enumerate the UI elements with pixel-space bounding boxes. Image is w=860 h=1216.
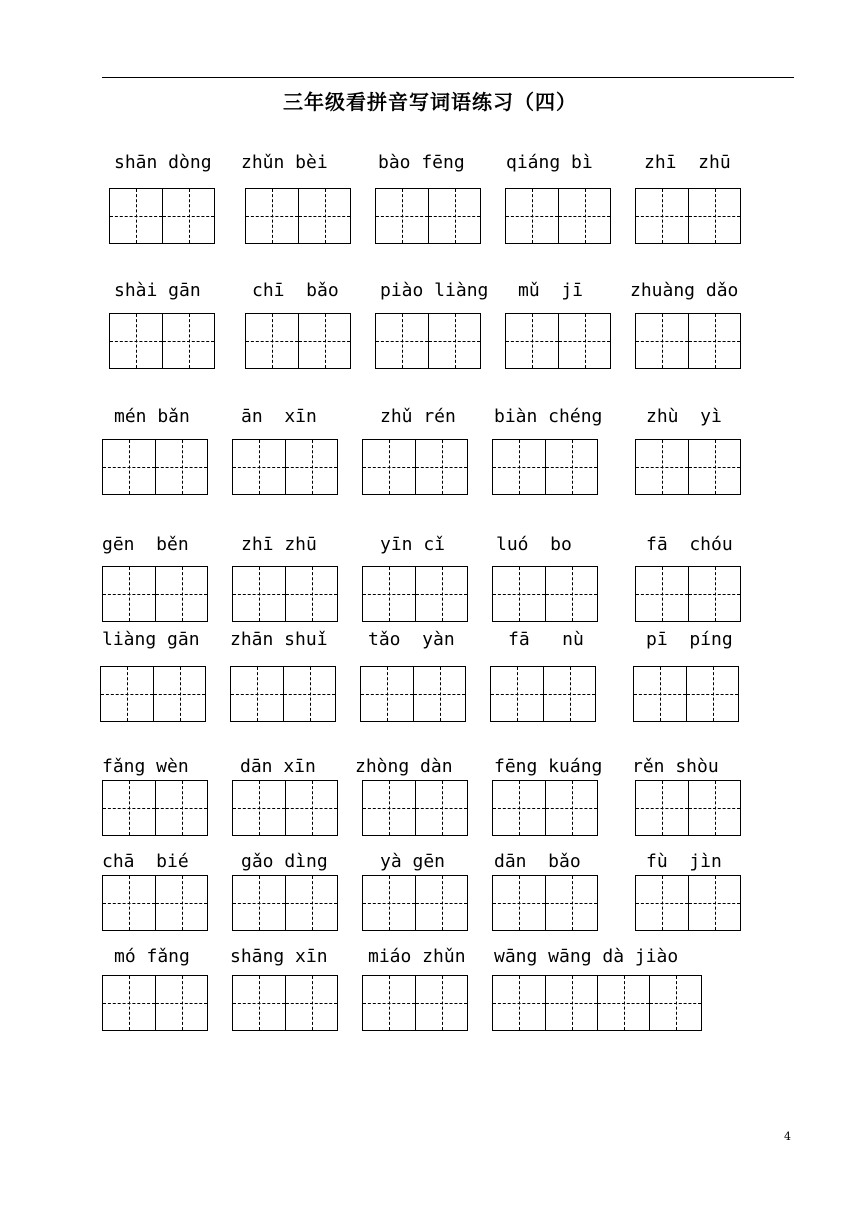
- pinyin-label: mó fǎng: [114, 946, 190, 967]
- tianzige-writing-grid[interactable]: [635, 875, 741, 931]
- character-box[interactable]: [597, 976, 649, 1030]
- character-box[interactable]: [493, 781, 545, 835]
- pinyin-label: shài gān: [114, 280, 201, 301]
- tianzige-writing-grid[interactable]: [230, 666, 336, 722]
- character-box[interactable]: [231, 667, 283, 721]
- character-box[interactable]: [233, 567, 285, 621]
- tianzige-writing-grid[interactable]: [109, 188, 215, 244]
- character-box[interactable]: [285, 781, 337, 835]
- character-box[interactable]: [493, 567, 545, 621]
- character-box[interactable]: [428, 314, 480, 368]
- character-box[interactable]: [688, 567, 740, 621]
- tianzige-writing-grid[interactable]: [635, 439, 741, 495]
- tianzige-writing-grid[interactable]: [362, 566, 468, 622]
- pinyin-label: zhuàng dǎo: [630, 280, 739, 301]
- character-box[interactable]: [493, 876, 545, 930]
- pinyin-label: zhù yì: [646, 406, 722, 427]
- tianzige-writing-grid[interactable]: [102, 566, 208, 622]
- tianzige-writing-grid[interactable]: [375, 313, 481, 369]
- character-box[interactable]: [363, 567, 415, 621]
- pinyin-label: fù jìn: [646, 851, 722, 872]
- pinyin-label: fā nù: [508, 629, 584, 650]
- pinyin-label: dān xīn: [240, 756, 316, 777]
- pinyin-label: ān xīn: [241, 406, 317, 427]
- character-box[interactable]: [545, 781, 597, 835]
- character-box[interactable]: [543, 667, 595, 721]
- character-box[interactable]: [636, 876, 688, 930]
- character-box[interactable]: [634, 667, 686, 721]
- pinyin-label: chā bié: [102, 851, 189, 872]
- pinyin-label: bào fēng: [378, 152, 465, 173]
- character-box[interactable]: [285, 976, 337, 1030]
- character-box[interactable]: [545, 976, 597, 1030]
- pinyin-label: fā chóu: [646, 534, 733, 555]
- tianzige-writing-grid[interactable]: [232, 566, 338, 622]
- character-box[interactable]: [493, 976, 545, 1030]
- character-box[interactable]: [246, 189, 298, 243]
- character-box[interactable]: [649, 976, 701, 1030]
- top-rule: [102, 77, 794, 78]
- character-box[interactable]: [415, 976, 467, 1030]
- tianzige-writing-grid[interactable]: [362, 975, 468, 1031]
- pinyin-label: mǔ jī: [518, 280, 584, 301]
- pinyin-label: dān bǎo: [494, 851, 581, 872]
- character-box[interactable]: [688, 876, 740, 930]
- pinyin-label: miáo zhǔn: [368, 946, 466, 967]
- tianzige-writing-grid[interactable]: [492, 566, 598, 622]
- character-box[interactable]: [101, 667, 153, 721]
- pinyin-label: qiáng bì: [506, 152, 593, 173]
- tianzige-writing-grid[interactable]: [245, 188, 351, 244]
- tianzige-writing-grid[interactable]: [109, 313, 215, 369]
- pinyin-label: piào liàng: [380, 280, 489, 301]
- tianzige-writing-grid[interactable]: [102, 780, 208, 836]
- character-box[interactable]: [363, 781, 415, 835]
- tianzige-writing-grid[interactable]: [375, 188, 481, 244]
- character-box[interactable]: [636, 781, 688, 835]
- tianzige-writing-grid[interactable]: [100, 666, 206, 722]
- character-box[interactable]: [298, 314, 350, 368]
- character-box[interactable]: [558, 314, 610, 368]
- character-box[interactable]: [363, 440, 415, 494]
- character-box[interactable]: [285, 440, 337, 494]
- pinyin-label: zhòng dàn: [355, 756, 453, 777]
- character-box[interactable]: [415, 876, 467, 930]
- character-box[interactable]: [545, 567, 597, 621]
- character-box[interactable]: [285, 567, 337, 621]
- character-box[interactable]: [415, 440, 467, 494]
- pinyin-label: zhǔ rén: [380, 406, 456, 427]
- character-box[interactable]: [155, 781, 207, 835]
- character-box[interactable]: [493, 440, 545, 494]
- tianzige-writing-grid[interactable]: [635, 780, 741, 836]
- pinyin-label: pī píng: [646, 629, 733, 650]
- character-box[interactable]: [415, 567, 467, 621]
- tianzige-writing-grid[interactable]: [102, 975, 208, 1031]
- tianzige-writing-grid[interactable]: [492, 975, 702, 1031]
- page-number: 4: [784, 1130, 791, 1143]
- tianzige-writing-grid[interactable]: [102, 439, 208, 495]
- character-box[interactable]: [110, 314, 162, 368]
- character-box[interactable]: [558, 189, 610, 243]
- pinyin-label: gēn běn: [102, 534, 189, 555]
- character-box[interactable]: [155, 567, 207, 621]
- pinyin-label: gǎo dìng: [241, 851, 328, 872]
- character-box[interactable]: [298, 189, 350, 243]
- tianzige-writing-grid[interactable]: [635, 566, 741, 622]
- character-box[interactable]: [415, 781, 467, 835]
- tianzige-writing-grid[interactable]: [232, 439, 338, 495]
- pinyin-label: chī bǎo: [252, 280, 339, 301]
- character-box[interactable]: [246, 314, 298, 368]
- character-box[interactable]: [103, 876, 155, 930]
- tianzige-writing-grid[interactable]: [505, 188, 611, 244]
- pinyin-label: rěn shòu: [632, 756, 719, 777]
- character-box[interactable]: [545, 440, 597, 494]
- tianzige-writing-grid[interactable]: [633, 666, 739, 722]
- tianzige-writing-grid[interactable]: [102, 875, 208, 931]
- character-box[interactable]: [363, 976, 415, 1030]
- tianzige-writing-grid[interactable]: [492, 439, 598, 495]
- pinyin-label: luó bo: [496, 534, 572, 555]
- pinyin-label: mén bǎn: [114, 406, 190, 427]
- pinyin-label: yīn cǐ: [380, 534, 446, 555]
- character-box[interactable]: [636, 314, 688, 368]
- character-box[interactable]: [103, 567, 155, 621]
- tianzige-writing-grid[interactable]: [635, 188, 741, 244]
- pinyin-label: biàn chéng: [494, 406, 603, 427]
- tianzige-writing-grid[interactable]: [362, 780, 468, 836]
- character-box[interactable]: [413, 667, 465, 721]
- pinyin-label: wāng wāng dà jiào: [494, 946, 679, 967]
- character-box[interactable]: [110, 189, 162, 243]
- character-box[interactable]: [491, 667, 543, 721]
- tianzige-writing-grid[interactable]: [492, 875, 598, 931]
- pinyin-label: zhī zhū: [644, 152, 731, 173]
- tianzige-writing-grid[interactable]: [635, 313, 741, 369]
- character-box[interactable]: [233, 876, 285, 930]
- tianzige-writing-grid[interactable]: [245, 313, 351, 369]
- tianzige-writing-grid[interactable]: [232, 780, 338, 836]
- character-box[interactable]: [376, 314, 428, 368]
- pinyin-label: tǎo yàn: [368, 629, 455, 650]
- tianzige-writing-grid[interactable]: [232, 975, 338, 1031]
- character-box[interactable]: [233, 976, 285, 1030]
- character-box[interactable]: [688, 314, 740, 368]
- character-box[interactable]: [155, 876, 207, 930]
- character-box[interactable]: [428, 189, 480, 243]
- pinyin-label: liàng gān: [102, 629, 200, 650]
- tianzige-writing-grid[interactable]: [232, 875, 338, 931]
- character-box[interactable]: [162, 314, 214, 368]
- pinyin-label: fēng kuáng: [494, 756, 603, 777]
- tianzige-writing-grid[interactable]: [362, 875, 468, 931]
- pinyin-label: zhī zhū: [241, 534, 317, 555]
- pinyin-label: zhān shuǐ: [230, 629, 328, 650]
- character-box[interactable]: [285, 876, 337, 930]
- character-box[interactable]: [636, 567, 688, 621]
- tianzige-writing-grid[interactable]: [505, 313, 611, 369]
- character-box[interactable]: [233, 440, 285, 494]
- tianzige-writing-grid[interactable]: [360, 666, 466, 722]
- tianzige-writing-grid[interactable]: [362, 439, 468, 495]
- tianzige-writing-grid[interactable]: [492, 780, 598, 836]
- character-box[interactable]: [233, 781, 285, 835]
- pinyin-label: fǎng wèn: [102, 756, 189, 777]
- character-box[interactable]: [688, 781, 740, 835]
- character-box[interactable]: [688, 440, 740, 494]
- pinyin-label: shān dòng: [114, 152, 212, 173]
- character-box[interactable]: [686, 667, 738, 721]
- character-box[interactable]: [103, 976, 155, 1030]
- tianzige-writing-grid[interactable]: [490, 666, 596, 722]
- worksheet-title: 三年级看拼音写词语练习（四）: [283, 90, 577, 114]
- character-box[interactable]: [545, 876, 597, 930]
- character-box[interactable]: [636, 189, 688, 243]
- character-box[interactable]: [363, 876, 415, 930]
- pinyin-label: shāng xīn: [230, 946, 328, 967]
- character-box[interactable]: [688, 189, 740, 243]
- character-box[interactable]: [153, 667, 205, 721]
- character-box[interactable]: [506, 189, 558, 243]
- character-box[interactable]: [103, 781, 155, 835]
- character-box[interactable]: [155, 976, 207, 1030]
- character-box[interactable]: [361, 667, 413, 721]
- character-box[interactable]: [103, 440, 155, 494]
- pinyin-label: zhǔn bèi: [241, 152, 328, 173]
- character-box[interactable]: [376, 189, 428, 243]
- pinyin-label: yà gēn: [380, 851, 446, 872]
- character-box[interactable]: [283, 667, 335, 721]
- character-box[interactable]: [636, 440, 688, 494]
- character-box[interactable]: [506, 314, 558, 368]
- character-box[interactable]: [155, 440, 207, 494]
- character-box[interactable]: [162, 189, 214, 243]
